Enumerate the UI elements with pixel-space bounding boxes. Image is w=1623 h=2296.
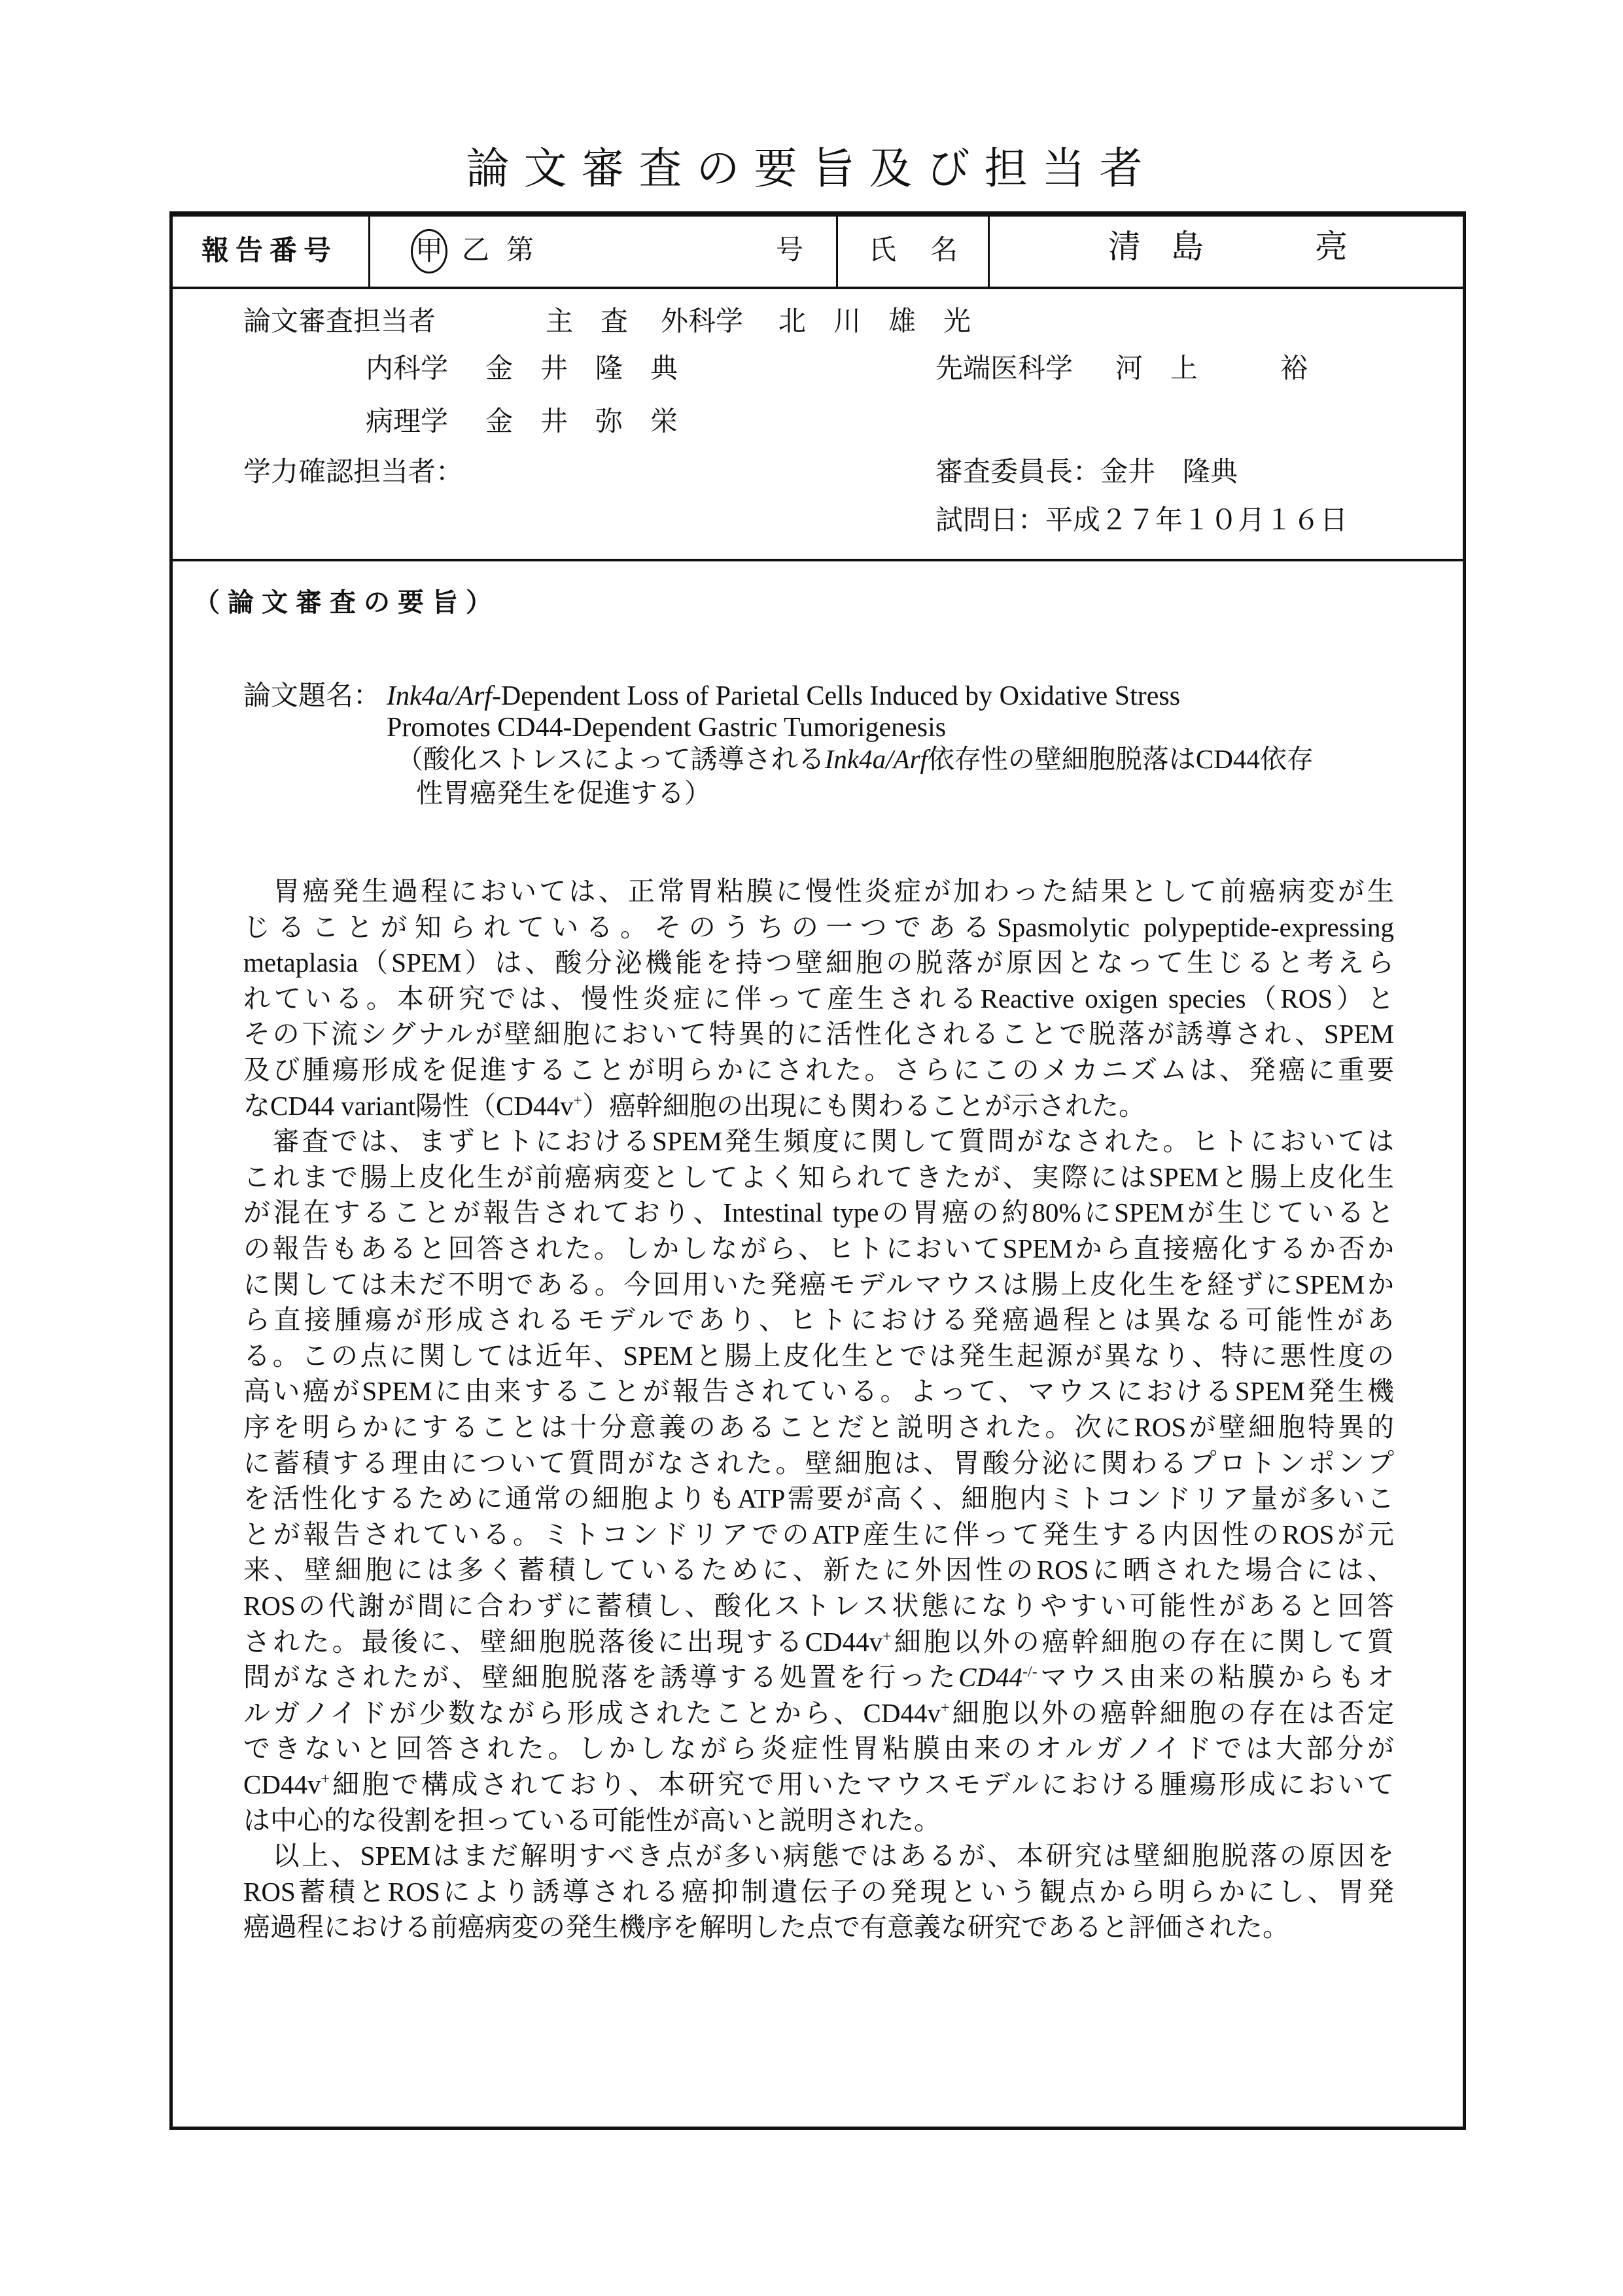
text-segment: できないと回答された。しかしながら炎症性胃粘膜由来のオルガノイドでは大部分が xyxy=(243,1733,1394,1764)
body-line xyxy=(243,949,1394,976)
title-text: -Dependent Loss of Parietal Cells Induced by Oxidative Stress xyxy=(491,681,1181,711)
reviewers-label: 論文審査担当者 xyxy=(243,307,436,337)
text-segment: CD44v xyxy=(243,1769,321,1799)
text-segment: -/- xyxy=(1022,1663,1038,1681)
body-line xyxy=(243,1557,1394,1583)
body-line xyxy=(243,1057,1394,1084)
body-line xyxy=(243,1843,1394,1869)
name-label-1: 氏 xyxy=(869,236,897,266)
body-line xyxy=(243,1807,1394,1834)
body-line xyxy=(243,1307,1394,1333)
divider xyxy=(368,214,370,288)
member-dept: 先端医科学 xyxy=(935,354,1073,384)
text-segment: じることが知られている。そのうちの一つであるSpasmolytic polypeptide-expressing xyxy=(243,911,1394,942)
gene-name: Ink4a/Arf xyxy=(824,744,928,774)
committee-chair: 審査委員長：金井 隆典 xyxy=(935,457,1238,487)
text-segment: に関しては未だ不明である。今回用いた発癌モデルマウスは腸上皮化生を経ずにSPEMか xyxy=(243,1269,1394,1299)
text-segment: metaplasia（SPEM）は、酸分泌機能を持つ壁細胞の脱落が原因となって生じると考えら xyxy=(243,947,1394,978)
divider xyxy=(169,559,1466,561)
text-segment: ら直接腫瘍が形成されるモデルであり、ヒトにおける発癌過程とは異なる可能性があ xyxy=(243,1305,1394,1335)
chief-name: 北 川 雄 光 xyxy=(778,307,971,337)
chief-role: 主 査 xyxy=(546,307,629,337)
text-segment: 細胞以外の癌幹細胞の存在に関して質 xyxy=(891,1626,1394,1657)
text-segment: る。この点に関しては近年、SPEMと腸上皮化生とでは発生起源が異なり、特に悪性度の xyxy=(243,1340,1394,1371)
body-line xyxy=(243,911,1394,942)
text-segment: その下流シグナルが壁細胞において特異的に活性化されることで脱落が誘導され、SPEM xyxy=(243,1019,1394,1050)
kou-circled xyxy=(411,229,447,274)
text-segment: された。最後に、壁細胞脱落後に出現するCD44v xyxy=(243,1626,883,1657)
text-segment: 及び腫瘍形成を促進することが明らかにされた。さらにこのメカニズムは、発癌に重要 xyxy=(243,1055,1394,1085)
text-segment: 序を明らかにすることは十分意義のあることだと説明された。次にROSが壁細胞特異的 xyxy=(243,1412,1394,1442)
body-line xyxy=(243,1664,1394,1691)
body-line xyxy=(243,1021,1394,1048)
gou: 号 xyxy=(776,236,804,266)
paper-title-ja-line1 xyxy=(396,746,1314,773)
text-segment: 以上、SPEMはまだ解明すべき点が多い病態ではあるが、本研究は壁細胞脱落の原因を xyxy=(243,1841,1394,1871)
divider xyxy=(988,214,990,288)
title-text: 依存性の壁細胞脱落はCD44依存 xyxy=(927,744,1314,774)
name-label-2: 名 xyxy=(930,236,958,266)
body-line xyxy=(243,1199,1394,1226)
text-segment: 審査では、まずヒトにおけるSPEM発生頻度に関して質問がなされた。ヒトにおいては xyxy=(243,1126,1394,1157)
text-segment: 高い癌がSPEMに由来することが報告されている。よって、マウスにおけるSPEM発生機 xyxy=(243,1376,1394,1407)
text-segment: 癌過程における前癌病変の発生機序を解明した点で有意義な研究であると評価された。 xyxy=(243,1912,1289,1943)
body-line xyxy=(243,1447,1394,1478)
text-segment: + xyxy=(573,1091,583,1109)
body-line xyxy=(243,1593,1394,1619)
paper-title-ja-line2: 性胃癌発生を促進する） xyxy=(416,778,711,808)
body-line xyxy=(243,1626,1394,1657)
member-dept: 病理学 xyxy=(366,407,449,437)
body-line xyxy=(243,1521,1394,1548)
member-dept: 内科学 xyxy=(366,354,449,384)
title-text: （酸化ストレスによって誘導される xyxy=(396,744,825,774)
body-line xyxy=(243,878,1394,905)
member-name: 金 井 隆 典 xyxy=(485,354,678,384)
body-line xyxy=(243,1735,1394,1762)
body-line xyxy=(243,1771,1394,1798)
text-segment: 来、壁細胞には多く蓄積しているために、新たに外因性のROSに晒された場合には、 xyxy=(243,1555,1394,1585)
text-segment: ）癌幹細胞の出現にも関わることが示された。 xyxy=(582,1090,1146,1121)
paper-title-en-line2: Promotes CD44-Dependent Gastric Tumorigenesis xyxy=(387,713,947,743)
body-line xyxy=(243,1876,1394,1907)
body-line xyxy=(243,1128,1394,1155)
name-char-3: 亮 xyxy=(1315,228,1348,265)
text-segment: 細胞で構成されており、本研究で用いたマウスモデルにおける腫瘍形成において xyxy=(330,1769,1394,1799)
text-segment: これまで腸上皮化生が前癌病変としてよく知られてきたが、実際にはSPEMと腸上皮化生 xyxy=(243,1161,1394,1192)
text-segment: なCD44 variant陽性（CD44v xyxy=(243,1090,574,1121)
text-segment: 胃癌発生過程においては、正常胃粘膜に慢性炎症が加わった結果として前癌病変が生 xyxy=(243,876,1394,906)
text-segment: マウス由来の粘膜からもオ xyxy=(1037,1662,1394,1693)
member-name: 金 井 弥 栄 xyxy=(485,407,678,437)
body-line xyxy=(243,1697,1394,1728)
member-name: 河 上 裕 xyxy=(1115,354,1308,384)
dai: 第 xyxy=(506,236,534,266)
gene-name: Ink4a/Arf xyxy=(387,681,492,711)
chief-dept: 外科学 xyxy=(661,307,744,337)
body-line xyxy=(243,1485,1394,1512)
body-line xyxy=(243,1914,1394,1941)
body-line xyxy=(243,1378,1394,1405)
report-number-label: 報告番号 xyxy=(201,234,338,266)
exam-date: 試問日：平成２７年１０月１６日 xyxy=(935,506,1348,536)
text-segment: れている。本研究では、慢性炎症に伴って産生されるReactive oxigen species（ROS）と xyxy=(243,983,1394,1014)
text-segment: 細胞以外の癌幹細胞の存在は否定 xyxy=(949,1697,1394,1728)
document-title: 論文審査の要旨及び担当者 xyxy=(466,145,1157,193)
body-line xyxy=(243,1414,1394,1441)
text-segment: に蓄積する理由について質問がなされた。壁細胞は、胃酸分泌に関わるプロトンポンプ xyxy=(243,1447,1394,1478)
paper-title-en-line1 xyxy=(387,682,1180,710)
text-segment: + xyxy=(321,1771,330,1788)
academic-label: 学力確認担当者： xyxy=(243,457,464,487)
text-segment: + xyxy=(941,1699,950,1717)
body-line xyxy=(243,1340,1394,1371)
body-line xyxy=(243,1271,1394,1298)
text-segment: は中心的な役割を担っている可能性が高いと説明された。 xyxy=(243,1805,941,1835)
summary-heading: （論文審査の要旨） xyxy=(194,588,500,618)
text-segment: とが報告されている。ミトコンドリアでのATP産生に伴って発生する内因性のROSが元 xyxy=(243,1519,1394,1549)
body-line xyxy=(243,985,1394,1012)
text-segment: ルガノイドが少数ながら形成されたことから、CD44v xyxy=(243,1697,941,1728)
text-segment: が混在することが報告されており、Intestinal typeの胃癌の約80%にSPEMが生じていると xyxy=(243,1197,1394,1228)
text-segment: の報告もあると回答された。しかしながら、ヒトにおいてSPEMから直接癌化するか否か xyxy=(243,1233,1394,1263)
text-segment: ROS蓄積とROSにより誘導される癌抑制遺伝子の発現という観点から明らかにし、胃発 xyxy=(243,1876,1394,1907)
text-segment: 問がなされたが、壁細胞脱落を誘導する処置を行った xyxy=(243,1662,959,1693)
text-segment: + xyxy=(882,1627,892,1645)
kou-mark: 甲 xyxy=(411,229,447,274)
text-segment: を活性化するために通常の細胞よりもATP需要が高く、細胞内ミトコンドリア量が多いこ xyxy=(243,1483,1394,1514)
body-line xyxy=(243,1235,1394,1262)
text-segment: ROSの代謝が間に合わずに蓄積し、酸化ストレス状態になりやすい可能性があると回答 xyxy=(243,1591,1394,1621)
divider xyxy=(169,287,1466,289)
name-char-2: 島 xyxy=(1171,228,1204,265)
divider xyxy=(836,214,838,288)
name-char-1: 清 xyxy=(1108,228,1141,265)
paper-title-label: 論文題名： xyxy=(243,681,381,711)
body-line xyxy=(243,1161,1394,1192)
otsu: 乙 xyxy=(462,236,490,266)
text-segment: CD44 xyxy=(958,1662,1023,1693)
body-line xyxy=(243,1090,1394,1121)
